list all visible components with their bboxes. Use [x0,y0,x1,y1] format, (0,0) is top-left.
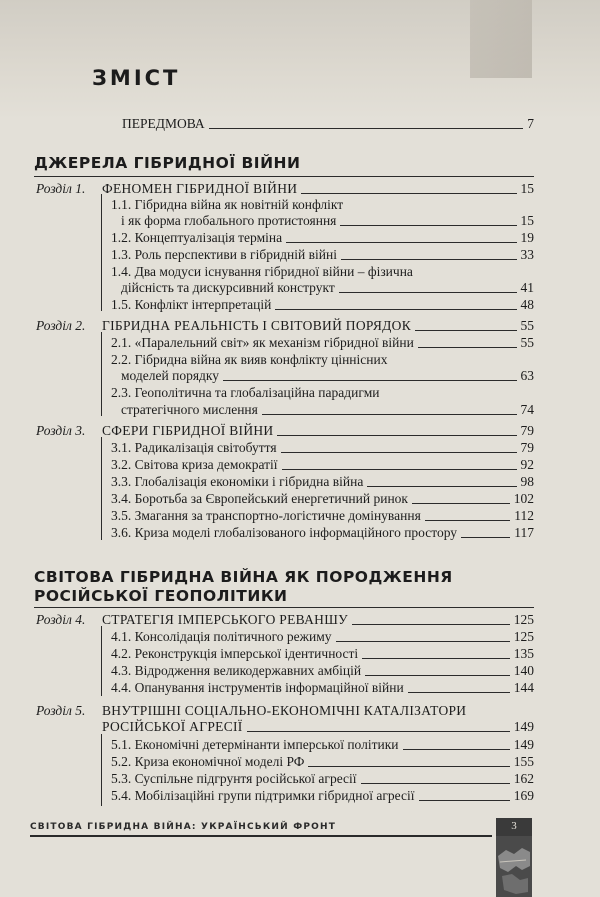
toc-page: 125 [513,612,534,627]
toc-page: 55 [520,318,534,333]
toc-label: 3.6. Криза моделі глобалізованого інформаційного простору [111,525,458,540]
chapter-prefix: Розділ 4. [36,612,86,627]
leader-line [367,486,516,487]
toc-page: 7 [527,116,534,131]
toc-entry[interactable] [111,629,534,645]
leader-line [336,641,510,642]
toc-page: 63 [520,368,534,383]
leader-line [415,330,516,331]
toc-chapter[interactable] [36,318,534,334]
toc-label: 3.2. Світова криза демократії [111,457,278,472]
toc-entry[interactable] [111,788,534,804]
part-rule [34,607,534,608]
toc-page: 33 [520,247,534,262]
part-title: ДЖЕРЕЛА ГІБРИДНОЇ ВІЙНИ [34,154,301,172]
chapter-title: ФЕНОМЕН ГІБРИДНОЇ ВІЙНИ [102,181,298,196]
chapter-title: СТРАТЕГІЯ ІМПЕРСЬКОГО РЕВАНШУ [102,612,348,627]
leader-line [275,309,516,310]
toc-page: 149 [513,719,534,734]
toc-entry[interactable] [111,457,534,473]
toc-entry[interactable] [121,280,534,296]
toc-page: 112 [514,508,534,523]
leader-line [412,503,510,504]
leader-line [365,675,510,676]
toc-page: 125 [513,629,534,644]
toc-entry[interactable] [111,335,534,351]
leader-line [282,469,517,470]
toc-label: 4.3. Відродження великодержавних амбіцій [111,663,362,678]
page-number: 3 [511,820,517,832]
leader-line [361,783,510,784]
toc-page: 169 [513,788,534,803]
toc-entry[interactable] [111,230,534,246]
toc-page: 41 [520,280,534,295]
toc-page: 15 [520,213,534,228]
leader-line [308,766,509,767]
toc-label: 5.3. Суспільне підгрунтя російської агресії [111,771,357,786]
map-thumbnail-icon [496,836,532,897]
chapter-prefix: Розділ 1. [36,181,86,196]
toc-page: 135 [513,646,534,661]
toc-label: 3.5. Змагання за транспортно-логістичне домінування [111,508,421,523]
toc-label: 5.4. Мобілізаційні групи підтримки гібридної агресії [111,788,415,803]
toc-entry[interactable] [111,525,534,541]
toc-entry[interactable] [111,491,534,507]
toc-entry[interactable] [111,247,534,263]
toc-preface[interactable] [122,116,534,132]
toc-entry[interactable] [111,680,534,696]
leader-line [301,193,516,194]
leader-line [418,347,517,348]
chapter-title: ВНУТРІШНІ СОЦІАЛЬНО-ЕКОНОМІЧНІ КАТАЛІЗАТОРИ [102,703,467,718]
part-title: РОСІЙСЬКОЇ ГЕОПОЛІТИКИ [34,587,288,605]
leader-line [262,414,517,415]
chapter-bracket [101,734,102,806]
toc-entry[interactable] [121,368,534,384]
toc-label: 4.1. Консолідація політичного режиму [111,629,332,644]
toc-label: 4.2. Реконструкція імперської ідентичності [111,646,359,661]
chapter-prefix: Розділ 5. [36,703,86,718]
toc-entry[interactable] [111,508,534,524]
toc-page: 162 [513,771,534,786]
toc-entry[interactable] [111,663,534,679]
leader-line [286,242,516,243]
part-rule [34,176,534,177]
toc-entry[interactable] [111,474,534,490]
toc-label: 2.1. «Паралельний світ» як механізм гібридної війни [111,335,414,350]
toc-page: 79 [520,423,534,438]
toc-page: 117 [514,525,534,540]
toc-page: 74 [520,402,534,417]
toc-chapter[interactable] [36,181,534,197]
toc-chapter[interactable] [36,612,534,628]
toc-page: 98 [520,474,534,489]
toc-page: 140 [513,663,534,678]
chapter-title: СФЕРИ ГІБРИДНОЇ ВІЙНИ [102,423,274,438]
toc-page: 55 [520,335,534,350]
toc-label: 5.1. Економічні детермінанти імперської політики [111,737,399,752]
toc-entry-line[interactable]: 2.3. Геополітична та глобалізаційна парадигми [111,385,380,400]
toc-chapter[interactable] [36,423,534,439]
toc-label: 1.5. Конфлікт інтерпретацій [111,297,272,312]
running-title: СВІТОВА ГІБРИДНА ВІЙНА: УКРАЇНСЬКИЙ ФРОНТ [30,822,337,832]
show-through-image [470,0,532,78]
toc-label: ПЕРЕДМОВА [122,116,205,131]
leader-line [362,658,510,659]
chapter-title: ГІБРИДНА РЕАЛЬНІСТЬ І СВІТОВИЙ ПОРЯДОК [102,318,412,333]
toc-entry-line[interactable]: 2.2. Гібридна війна як вияв конфлікту ціннісних [111,352,388,367]
toc-entry[interactable] [111,754,534,770]
chapter-bracket [101,194,102,311]
toc-page: 149 [513,737,534,752]
toc-label: дійсність та дискурсивний конструкт [121,280,335,295]
toc-page: 155 [513,754,534,769]
leader-line [209,128,524,129]
toc-label: 1.2. Концептуалізація терміна [111,230,283,245]
toc-label: 5.2. Криза економічної моделі РФ [111,754,305,769]
leader-line [247,731,510,732]
footer-rule [30,835,492,837]
leader-line [408,692,510,693]
toc-label: 3.1. Радикалізація світобуття [111,440,277,455]
toc-chapter[interactable] [102,719,534,735]
toc-entry[interactable] [121,213,534,229]
toc-entry[interactable] [111,440,534,456]
leader-line [340,225,516,226]
chapter-title: РОСІЙСЬКОЇ АГРЕСІЇ [102,719,243,734]
toc-label: 3.3. Глобалізація економіки і гібридна війна [111,474,364,489]
leader-line [223,380,516,381]
toc-entry[interactable] [111,646,534,662]
part-title: СВІТОВА ГІБРИДНА ВІЙНА ЯК ПОРОДЖЕННЯ [34,568,453,586]
chapter-bracket [101,437,102,540]
toc-label: стратегічного мислення [121,402,258,417]
toc-page: 144 [513,680,534,695]
leader-line [352,624,510,625]
toc-label: 3.4. Боротьба за Європейський енергетичний ринок [111,491,408,506]
toc-page: 48 [520,297,534,312]
leader-line [461,537,510,538]
leader-line [425,520,510,521]
toc-label: моделей порядку [121,368,220,383]
toc-label: і як форма глобального протистояння [121,213,337,228]
chapter-prefix: Розділ 2. [36,318,86,333]
toc-label: 4.4. Опанування інструментів інформаційної війни [111,680,404,695]
chapter-bracket [101,626,102,696]
toc-page: 79 [520,440,534,455]
leader-line [339,292,517,293]
leader-line [277,435,516,436]
toc-entry-line[interactable]: 1.1. Гібридна війна як новітній конфлікт [111,197,344,212]
contents-title: ЗМІСТ [92,66,181,90]
toc-page: 19 [520,230,534,245]
toc-entry[interactable] [111,297,534,313]
leader-line [341,259,517,260]
leader-line [281,452,517,453]
toc-entry-line[interactable]: 1.4. Два модуси існування гібридної війни – фізична [111,264,413,279]
toc-label: 1.3. Роль перспективи в гібридній війні [111,247,337,262]
leader-line [403,749,510,750]
toc-page: 102 [513,491,534,506]
toc-entry[interactable] [111,771,534,787]
leader-line [419,800,510,801]
toc-page: 15 [520,181,534,196]
chapter-prefix: Розділ 3. [36,423,86,438]
toc-chapter-line[interactable] [36,703,466,719]
chapter-bracket [101,332,102,416]
toc-entry[interactable] [121,402,534,418]
toc-page: 92 [520,457,534,472]
toc-entry[interactable] [111,737,534,753]
